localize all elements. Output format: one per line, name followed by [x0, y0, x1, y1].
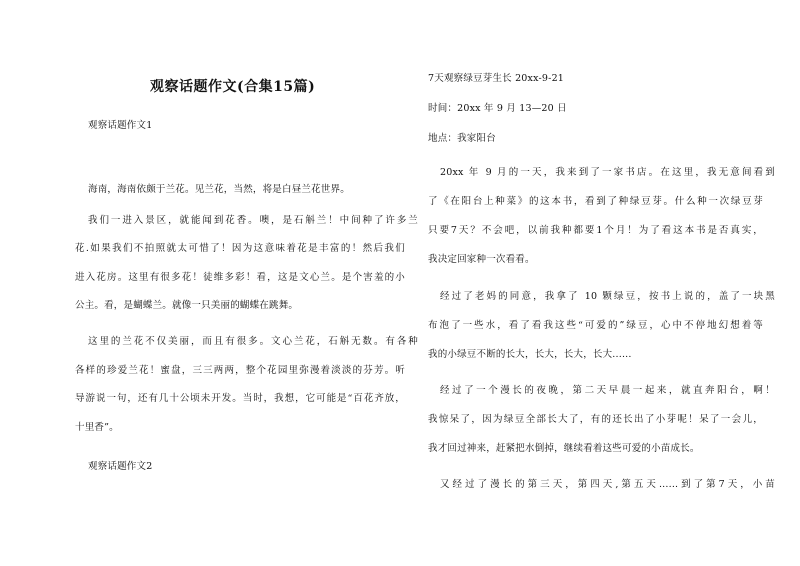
article-title-line: 7天观察绿豆芽生长 20xx-9-21 — [428, 73, 565, 84]
document-title: 观察话题作文(合集15篇) — [150, 79, 316, 95]
subheading-essay-2: 观察话题作文2 — [88, 461, 153, 472]
paragraph-line: 各样的珍爱兰花！蜜盘，三三两两，整个花园里弥漫着淡淡的芬芳。听 — [75, 365, 405, 376]
paragraph-line: 我才回过神来，赶紧把水倒掉，继续看着这些可爱的小苗成长。 — [428, 443, 700, 454]
paragraph-line: 只要7天？不会吧，以前我种都要1个月！为了看这本书是否真实， — [428, 225, 763, 236]
paragraph-line: 我惊呆了，因为绿豆全部长大了，有的还长出了小芽呢！呆了一会儿， — [428, 414, 763, 425]
place-line: 地点：我家阳台 — [428, 133, 496, 144]
paragraph-line: 又经过了漫长的第三天，第四天,第五天......到了第7天，小苗 — [440, 479, 775, 490]
paragraph-line: 海南，海南依颇于兰花。见兰花，当然，将是白昼兰花世界。 — [88, 184, 350, 195]
paragraph-line: 花.如果我们不拍照就太可惜了！因为这意味着花是丰富的！然后我们 — [75, 243, 405, 254]
paragraph-line: 进入花房。这里有很多花！徒维多彩！看，这是文心兰。是个害羞的小 — [75, 272, 405, 283]
paragraph-line: 我决定回家种一次看看。 — [428, 254, 535, 265]
paragraph-line: 导游说一句，还有几十公顷未开发。当时，我想，它可能是“百花齐放， — [75, 393, 405, 404]
subheading-essay-1: 观察话题作文1 — [88, 120, 153, 131]
paragraph-line: 我们一进入景区，就能闻到花香。噢，是石斛兰！中间种了许多兰 — [88, 215, 418, 226]
paragraph-line: 经过了老妈的同意，我拿了 10 颗绿豆，按书上说的，盖了一块黑 — [440, 291, 775, 302]
paragraph-line: 布泡了一些水，看了看我这些“可爱的”绿豆，心中不停地幻想着等 — [428, 320, 763, 331]
paragraph-line: 这里的兰花不仅美丽，而且有很多。文心兰花，石斛无数。有各种 — [88, 336, 418, 347]
paragraph-line: 20xx 年 9 月的一天，我来到了一家书店。在这里，我无意间看到 — [440, 167, 775, 178]
time-line: 时间：20xx 年 9 月 13—20 日 — [428, 103, 567, 114]
paragraph-line: 经过了一个漫长的夜晚，第二天早晨一起来，就直奔阳台，啊！ — [440, 385, 775, 396]
paragraph-line: 十里香”。 — [75, 422, 119, 433]
paragraph-line: 了《在阳台上种菜》的这本书，看到了种绿豆芽。什么种一次绿豆芽 — [428, 196, 763, 207]
paragraph-line: 公主。看，是蝴蝶兰。就像一只美丽的蝴蝶在跳舞。 — [75, 300, 299, 311]
paragraph-line: 我的小绿豆不断的长大，长大，长大，长大...... — [428, 349, 632, 360]
